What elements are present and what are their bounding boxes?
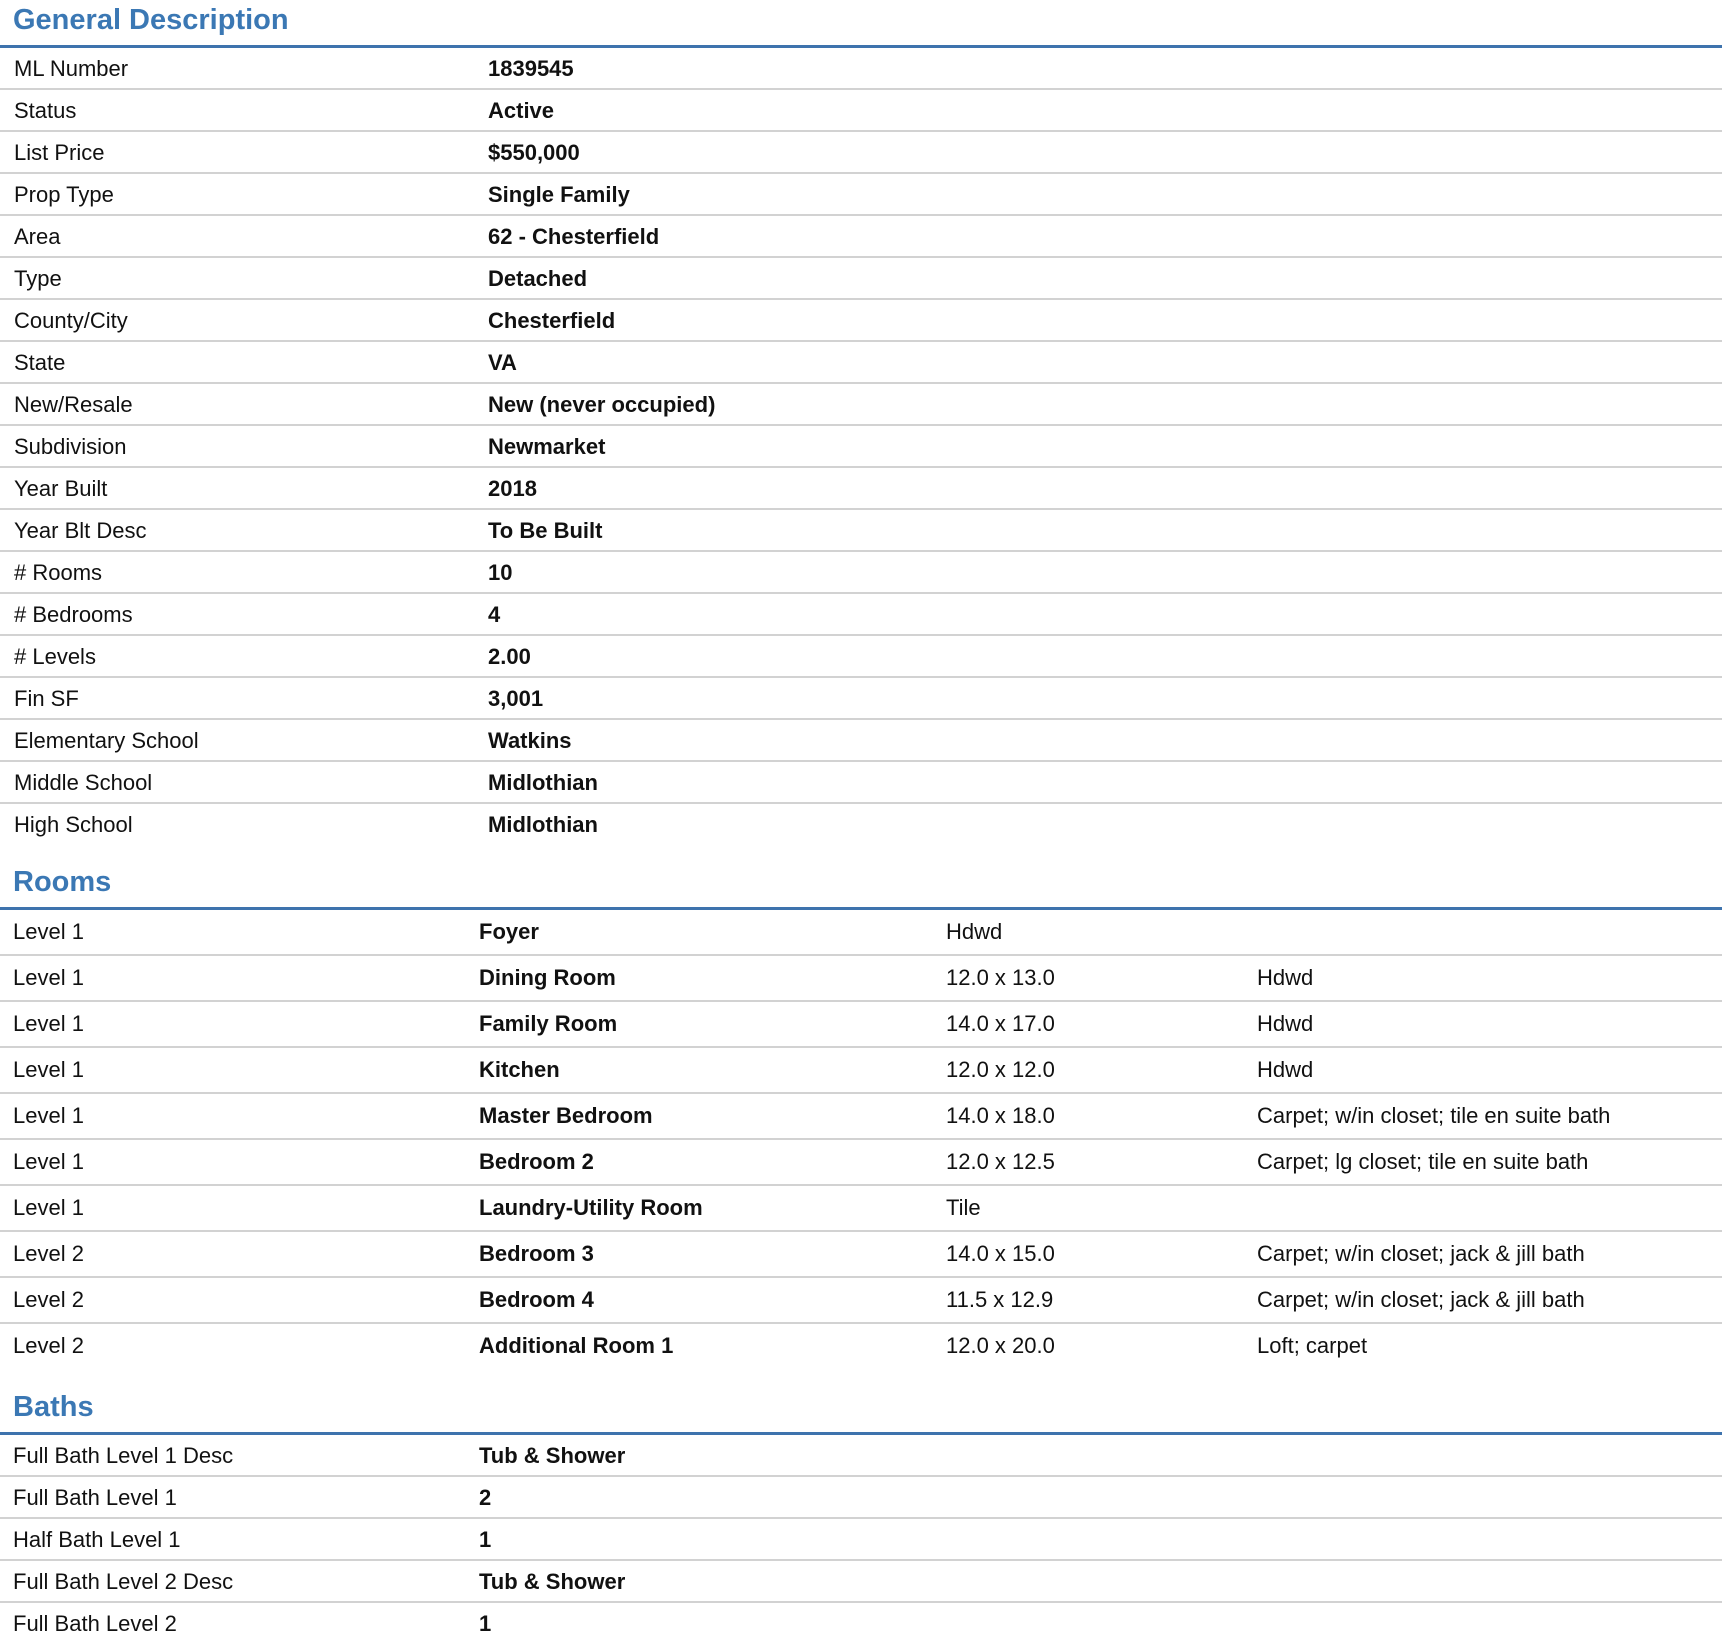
room-name: Family Room [479,1011,618,1036]
field-label: Subdivision [14,434,127,459]
room-level: Level 2 [13,1241,84,1266]
room-level: Level 1 [13,1011,84,1036]
field-value: 2.00 [488,644,531,669]
field-label: Area [14,224,61,249]
room-name: Additional Room 1 [479,1333,674,1358]
field-label: # Levels [14,644,96,669]
table-row [0,1561,1722,1603]
table-row [0,720,1722,762]
table-row [0,132,1722,174]
field-value: Tub & Shower [479,1569,626,1594]
room-name: Bedroom 3 [479,1241,594,1266]
room-level: Level 1 [13,1149,84,1174]
field-label: Fin SF [14,686,79,711]
field-value: 62 - Chesterfield [488,224,660,249]
table-row [0,1435,1722,1477]
room-name: Laundry-Utility Room [479,1195,703,1220]
table-row [0,762,1722,804]
field-value: Tub & Shower [479,1443,626,1468]
field-value: VA [488,350,517,375]
room-dimensions: 12.0 x 13.0 [946,965,1055,990]
table-row [0,1603,1722,1645]
field-value: 1 [479,1611,492,1636]
table-row [0,1477,1722,1519]
field-label: # Rooms [14,560,103,585]
room-description: Carpet; w/in closet; tile en suite bath [1257,1103,1611,1128]
table-row [0,1002,1722,1048]
field-label: Full Bath Level 2 [13,1611,177,1636]
table-row [0,174,1722,216]
field-label: List Price [14,140,105,165]
field-label: Status [14,98,77,123]
field-label: State [14,350,66,375]
field-value: Chesterfield [488,308,616,333]
field-label: Full Bath Level 1 Desc [13,1443,234,1468]
room-description: Carpet; w/in closet; jack & jill bath [1257,1287,1585,1312]
table-row [0,510,1722,552]
room-name: Bedroom 4 [479,1287,594,1312]
field-value: Midlothian [488,770,598,795]
field-value: $550,000 [488,140,580,165]
table-row [0,552,1722,594]
table-row [0,426,1722,468]
field-value: 2 [479,1485,492,1510]
table-row [0,1048,1722,1094]
table-row [0,1140,1722,1186]
table-row [0,1232,1722,1278]
table-row [0,300,1722,342]
field-value: Detached [488,266,588,291]
table-row [0,910,1722,956]
table-row [0,1324,1722,1370]
room-level: Level 1 [13,919,84,944]
room-dimensions: 11.5 x 12.9 [946,1287,1054,1312]
baths-heading: Baths [13,1391,94,1423]
field-value: 4 [488,602,501,627]
field-value: 3,001 [488,686,544,711]
table-row [0,1278,1722,1324]
general-description-heading: General Description [13,4,289,36]
field-value: 1 [479,1527,492,1552]
field-label: Full Bath Level 1 [13,1485,177,1510]
table-row [0,384,1722,426]
room-dimensions: 14.0 x 17.0 [946,1011,1055,1036]
table-row [0,48,1722,90]
rooms-table [0,910,1722,1370]
room-dimensions: 14.0 x 15.0 [946,1241,1055,1266]
field-label: Year Blt Desc [14,518,147,543]
field-value: New (never occupied) [488,392,716,417]
field-label: Full Bath Level 2 Desc [13,1569,234,1594]
field-value: 1839545 [488,56,574,81]
field-label: # Bedrooms [14,602,133,627]
table-row [0,636,1722,678]
room-dimensions: Hdwd [946,919,1003,944]
table-row [0,216,1722,258]
field-label: High School [14,812,133,837]
field-value: Midlothian [488,812,598,837]
room-name: Kitchen [479,1057,560,1082]
table-row [0,1094,1722,1140]
room-dimensions: Tile [946,1195,981,1220]
room-description: Hdwd [1257,1057,1314,1082]
room-dimensions: 12.0 x 12.5 [946,1149,1055,1174]
table-row [0,804,1722,846]
table-row [0,90,1722,132]
general-description-table [0,48,1722,846]
table-row [0,1519,1722,1561]
room-level: Level 1 [13,1195,84,1220]
rooms-heading: Rooms [13,866,112,898]
field-label: Year Built [14,476,108,501]
room-dimensions: 12.0 x 12.0 [946,1057,1055,1082]
room-description: Hdwd [1257,965,1314,990]
field-value: 10 [488,560,513,585]
field-value: 2018 [488,476,537,501]
table-row [0,1186,1722,1232]
field-label: Type [14,266,62,291]
field-label: Half Bath Level 1 [13,1527,181,1552]
field-label: Prop Type [14,182,114,207]
field-label: ML Number [14,56,129,81]
table-row [0,468,1722,510]
room-level: Level 2 [13,1287,84,1312]
field-value: Watkins [488,728,572,753]
room-level: Level 2 [13,1333,84,1358]
room-name: Foyer [479,919,539,944]
field-value: Active [488,98,555,123]
table-row [0,594,1722,636]
field-value: To Be Built [488,518,603,543]
room-level: Level 1 [13,1103,84,1128]
table-row [0,678,1722,720]
room-name: Bedroom 2 [479,1149,594,1174]
baths-table [0,1435,1722,1645]
room-level: Level 1 [13,965,84,990]
field-label: Middle School [14,770,153,795]
table-row [0,342,1722,384]
room-name: Dining Room [479,965,616,990]
field-label: Elementary School [14,728,199,753]
table-row [0,258,1722,300]
room-level: Level 1 [13,1057,84,1082]
room-name: Master Bedroom [479,1103,653,1128]
room-description: Carpet; w/in closet; jack & jill bath [1257,1241,1585,1266]
field-value: Newmarket [488,434,606,459]
table-row [0,956,1722,1002]
room-description: Hdwd [1257,1011,1314,1036]
room-description: Carpet; lg closet; tile en suite bath [1257,1149,1589,1174]
room-dimensions: 14.0 x 18.0 [946,1103,1055,1128]
room-description: Loft; carpet [1257,1333,1368,1358]
field-value: Single Family [488,182,630,207]
field-label: County/City [14,308,128,333]
room-dimensions: 12.0 x 20.0 [946,1333,1055,1358]
field-label: New/Resale [14,392,133,417]
